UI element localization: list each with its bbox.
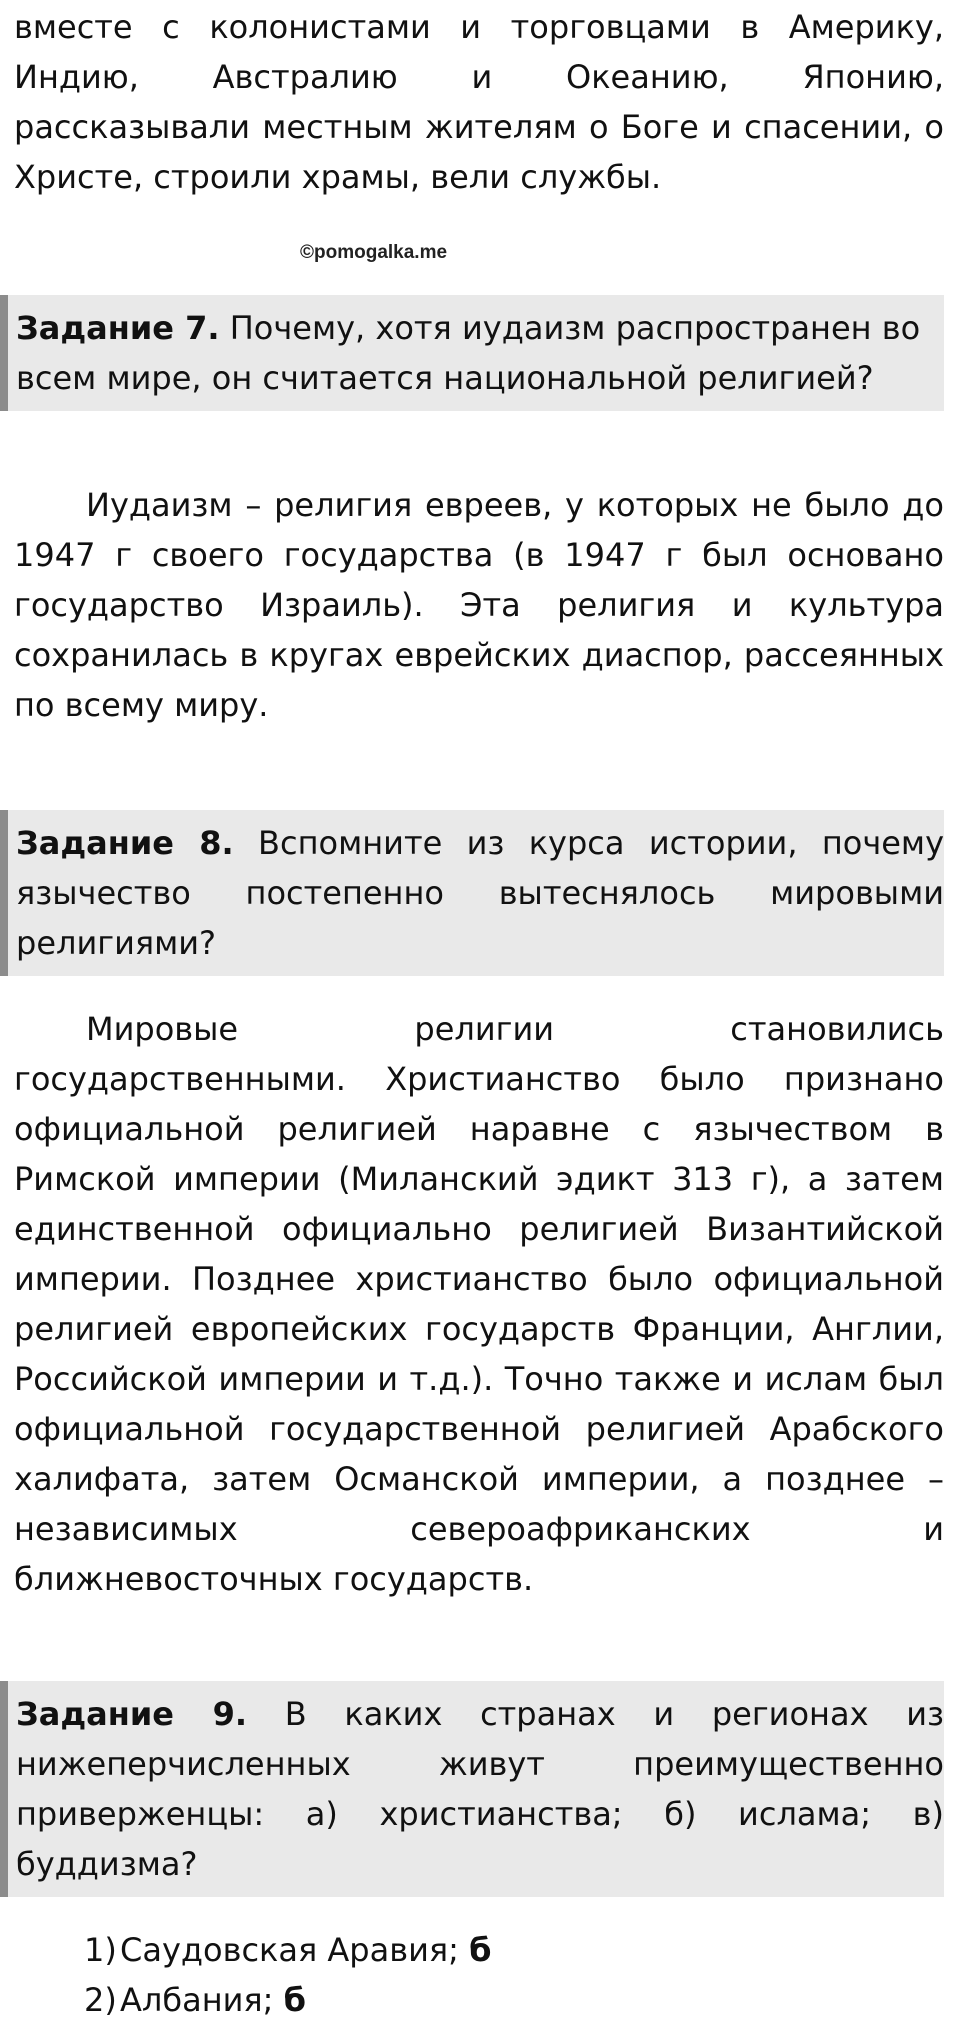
intro-line: Христе, строили храмы, вели службы.	[14, 158, 662, 196]
task-9-line: нижеперчисленных живут преимущественно	[16, 1745, 944, 1783]
task-7-line	[16, 303, 944, 353]
task-9-line	[16, 1689, 944, 1739]
answer-9-list	[84, 1925, 491, 2025]
list-item-answer: б	[283, 1981, 306, 2019]
answer-8-line: империи. Позднее христианство было официальной	[14, 1260, 944, 1298]
list-item	[84, 1975, 491, 2025]
task-8-line: религиями?	[16, 924, 217, 962]
task-9-box	[0, 1681, 944, 1897]
task-9-line: приверженцы: а) христианства; б) ислама; в)	[16, 1795, 944, 1833]
answer-8-line: ближневосточных государств.	[14, 1560, 534, 1598]
list-item	[84, 1925, 491, 1975]
answer-7-line: Иудаизм – религия евреев, у которых не было до	[86, 486, 944, 524]
task-8-line: язычество постепенно вытеснялось мировыми	[16, 874, 944, 912]
task-8-question-part: Вспомните из курса истории, почему	[233, 824, 945, 862]
task-8-box	[0, 810, 944, 976]
intro-line: вместе с колонистами и торговцами в Америку,	[14, 8, 944, 46]
task-9-line: буддизма?	[16, 1845, 198, 1883]
answer-8-line: государственными. Христианство было признано	[14, 1060, 944, 1098]
watermark: ©pomogalka.me	[300, 242, 448, 263]
answer-8-line: религией европейских государств Франции, Англии,	[14, 1310, 944, 1348]
answer-7-line: государство Израиль). Эта религия и культура	[14, 586, 944, 624]
answer-7-line: сохранилась в кругах еврейских диаспор, рассеянных	[14, 636, 944, 674]
answer-8-line: независимых североафриканских и	[14, 1510, 944, 1548]
task-7-line: всем мире, он считается национальной религией?	[16, 359, 874, 397]
answer-8-paragraph	[14, 1004, 944, 1604]
list-item-text: Албания;	[120, 1981, 284, 2019]
task-8-line	[16, 818, 944, 868]
answer-8-line: Мировые религии становились	[86, 1010, 944, 1048]
answer-8-line: официальной государственной религией Арабского	[14, 1410, 944, 1448]
task-7-box	[0, 295, 944, 411]
task-7-question-part: Почему, хотя иудаизм распространен во	[219, 309, 921, 347]
answer-8-line: Российской империи и т.д.). Точно также и ислам был	[14, 1360, 944, 1398]
task-8-label: Задание 8.	[16, 824, 234, 862]
intro-line: рассказывали местным жителям о Боге и спасении, о	[14, 108, 944, 146]
answer-8-line: халифата, затем Османской империи, а позднее –	[14, 1460, 944, 1498]
answer-8-line: Римской империи (Миланский эдикт 313 г), а затем	[14, 1160, 944, 1198]
list-item-answer: б	[469, 1931, 492, 1969]
task-9-question-part: В каких странах и регионах из	[247, 1695, 945, 1733]
task-9-label: Задание 9.	[16, 1695, 248, 1733]
intro-paragraph	[14, 2, 944, 202]
task-7-label: Задание 7.	[16, 309, 220, 347]
intro-line: Индию, Австралию и Океанию, Японию,	[14, 58, 944, 96]
list-item-number: 2)	[84, 1981, 117, 2019]
answer-8-line: единственной официально религией Византийской	[14, 1210, 944, 1248]
answer-7-paragraph	[14, 480, 944, 730]
answer-7-line: 1947 г своего государства (в 1947 г был основано	[14, 536, 944, 574]
answer-8-line: официальной религией наравне с язычеством в	[14, 1110, 944, 1148]
list-item-text: Саудовская Аравия;	[120, 1931, 470, 1969]
answer-7-line: по всему миру.	[14, 686, 269, 724]
list-item-number: 1)	[84, 1931, 117, 1969]
